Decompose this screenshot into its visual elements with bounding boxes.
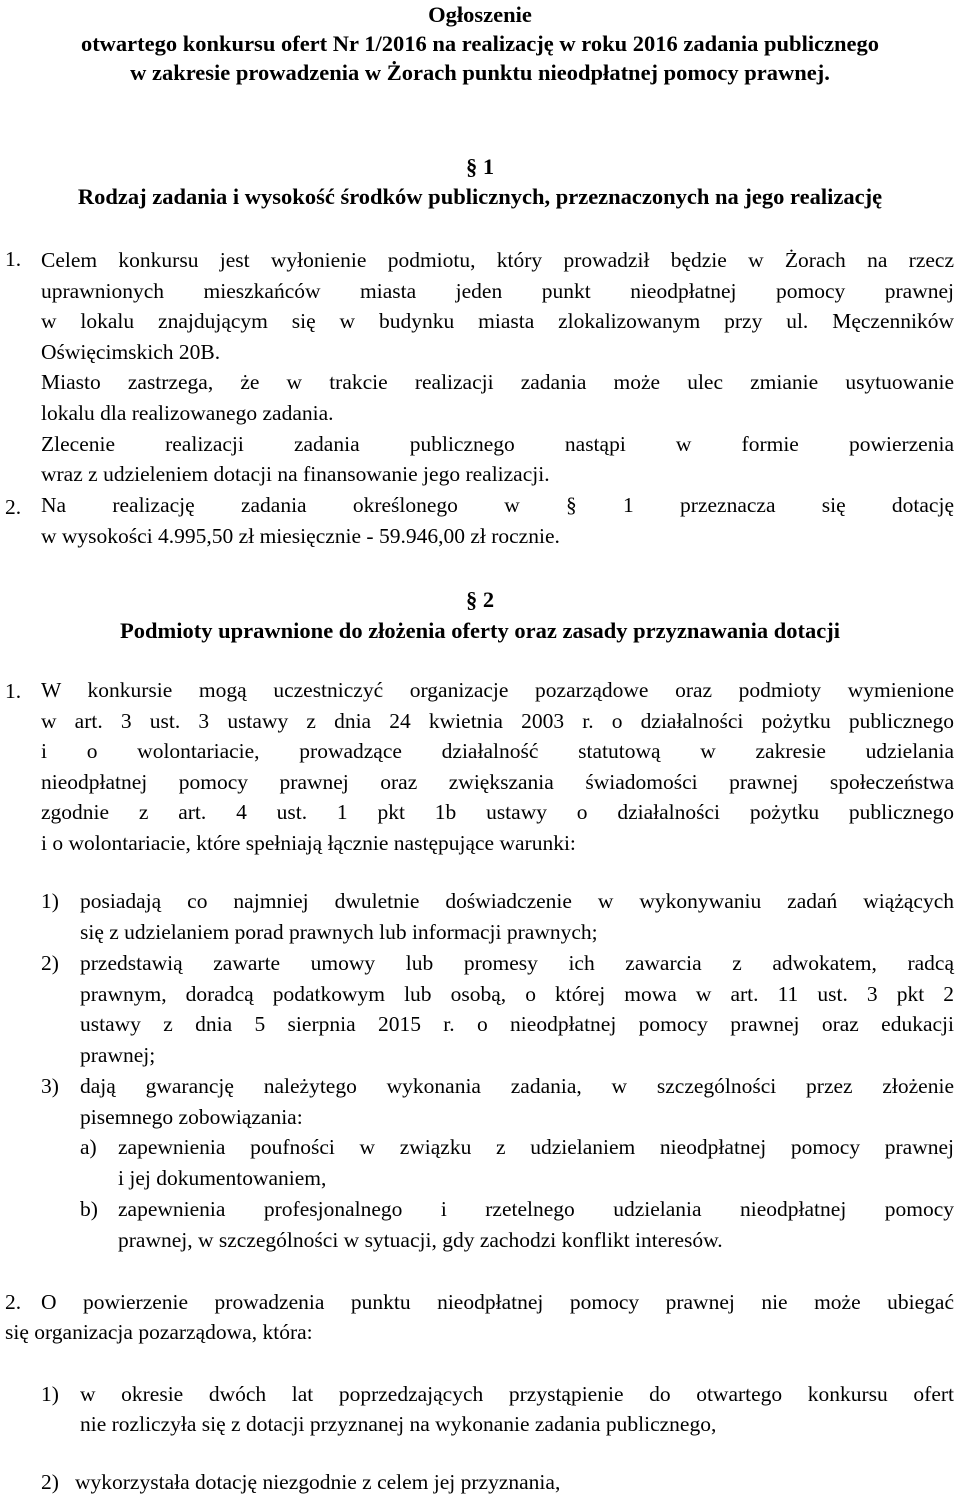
text-line: Oświęcimskich 20B. <box>41 339 221 364</box>
condition-2 <box>80 948 954 1070</box>
subitem-a <box>118 1132 954 1193</box>
header-line-2: otwartego konkursu ofert Nr 1/2016 na realizację w roku 2016 zadania publicznego <box>80 31 880 56</box>
condition-1 <box>80 886 954 947</box>
text-line: O powierzenie prowadzenia punktu nieodpłatnej pomocy prawnej nie może ubiegać <box>41 1290 954 1314</box>
text-line: zgodnie z art. 4 ust. 1 pkt 1b ustawy o działalności pożytku publicznego <box>41 800 954 825</box>
exclusion-2-number: 2) <box>41 1470 59 1494</box>
text-line: się z udzielaniem porad prawnych lub informacji prawnych; <box>80 919 598 944</box>
text-line: w art. 3 ust. 3 ustawy z dnia 24 kwietnia 2003 r. o działalności pożytku publicznego <box>41 708 954 733</box>
text-line: prawnym, doradcą podatkowym lub osobą, o której mowa w art. 11 ust. 3 pkt 2 <box>80 981 954 1006</box>
text-line: Zlecenie realizacji zadania publicznego nastąpi w formie powierzenia <box>41 431 954 456</box>
header-line-3: w zakresie prowadzenia w Żorach punktu nieodpłatnej pomocy prawnej. <box>130 60 830 85</box>
exclusion-2: wykorzystała dotację niezgodnie z celem jej przyznania, <box>75 1470 561 1494</box>
exclusion-1-number: 1) <box>41 1382 59 1406</box>
section-1-mark: § 1 <box>465 154 495 179</box>
exclusion-1-continuation: nie rozliczyła się z dotacji przyznanej na wykonanie zadania publicznego, <box>80 1412 717 1436</box>
text-line: w lokalu znajdującym się w budynku miasta zlokalizowanym przy ul. Męczenników <box>41 309 954 334</box>
text-line: w wysokości 4.995,50 zł miesięcznie - 59.946,00 zł rocznie. <box>41 523 560 548</box>
document-header <box>0 0 960 87</box>
text-line: W konkursie mogą uczestniczyć organizacje pozarządowe oraz podmioty wymienione <box>41 678 954 702</box>
section-2-paragraph-2-continuation: się organizacja pozarządowa, która: <box>5 1320 313 1344</box>
text-line: w okresie dwóch lat poprzedzających przystąpienie do otwartego konkursu ofert <box>80 1382 954 1406</box>
text-line: nieodpłatnej pomocy prawnej oraz zwiększania świadomości prawnej społeczeństwa <box>41 769 954 794</box>
header-title: Ogłoszenie <box>428 2 532 27</box>
section-2-paragraph-1 <box>41 675 954 859</box>
section-1-title: Rodzaj zadania i wysokość środków publicznych, przeznaczonych na jego realizację <box>77 184 883 209</box>
section-1-paragraph-2-number: 2. <box>5 495 22 519</box>
section-2-title: Podmioty uprawnione do złożenia oferty oraz zasady przyznawania dotacji <box>120 618 840 643</box>
section-2-mark: § 2 <box>465 587 495 612</box>
section-2-paragraph-2-number: 2. <box>5 1290 22 1314</box>
text-line: i o wolontariacie, które spełniają łącznie następujące warunki: <box>41 830 576 855</box>
subitem-b-number: b) <box>80 1197 98 1221</box>
text-line: posiadają co najmniej dwuletnie doświadczenie w wykonywaniu zadań wiążących <box>80 889 954 913</box>
condition-3-number: 3) <box>41 1074 59 1098</box>
condition-2-number: 2) <box>41 951 59 975</box>
text-line: ustawy z dnia 5 sierpnia 2015 r. o nieodpłatnej pomocy prawnej oraz edukacji <box>80 1012 954 1037</box>
text-line: i o wolontariacie, prowadzące działalność statutową w zakresie udzielania <box>41 739 954 764</box>
text-line: prawnej; <box>80 1042 156 1067</box>
section-2-paragraph-2 <box>41 1287 954 1318</box>
text-line: przedstawią zawarte umowy lub promesy ich zawarcia z adwokatem, radcą <box>80 951 954 975</box>
text-line: Na realizację zadania określonego w § 1 przeznacza się dotację <box>41 493 954 517</box>
text-line: zapewnienia poufności w związku z udzielaniem nieodpłatnej pomocy prawnej <box>118 1135 954 1159</box>
section-1-paragraph-2 <box>41 490 954 551</box>
text-line: Miasto zastrzega, że w trakcie realizacji zadania może ulec zmianie usytuowanie <box>41 370 954 395</box>
section-1-paragraph-1 <box>41 245 954 490</box>
condition-3 <box>80 1071 954 1132</box>
exclusion-1 <box>80 1379 954 1410</box>
condition-1-number: 1) <box>41 889 59 913</box>
section-2-paragraph-1-number: 1. <box>5 679 22 703</box>
text-line: dają gwarancję należytego wykonania zadania, w szczególności przez złożenie <box>80 1074 954 1098</box>
section-1-paragraph-1-number: 1. <box>5 247 22 271</box>
text-line: lokalu dla realizowanego zadania. <box>41 400 334 425</box>
text-line: i jej dokumentowaniem, <box>118 1165 327 1190</box>
text-line: zapewnienia profesjonalnego i rzetelnego udzielania nieodpłatnej pomocy <box>118 1197 954 1221</box>
text-line: prawnej, w szczególności w sytuacji, gdy zachodzi konflikt interesów. <box>118 1227 723 1252</box>
text-line: wraz z udzieleniem dotacji na finansowanie jego realizacji. <box>41 462 550 487</box>
text-line: Celem konkursu jest wyłonienie podmiotu, który prowadził będzie w Żorach na rzecz <box>41 248 954 272</box>
subitem-a-number: a) <box>80 1135 97 1159</box>
text-line: pisemnego zobowiązania: <box>80 1104 303 1129</box>
text-line: uprawnionych mieszkańców miasta jeden punkt nieodpłatnej pomocy prawnej <box>41 278 954 303</box>
subitem-b <box>118 1194 954 1255</box>
